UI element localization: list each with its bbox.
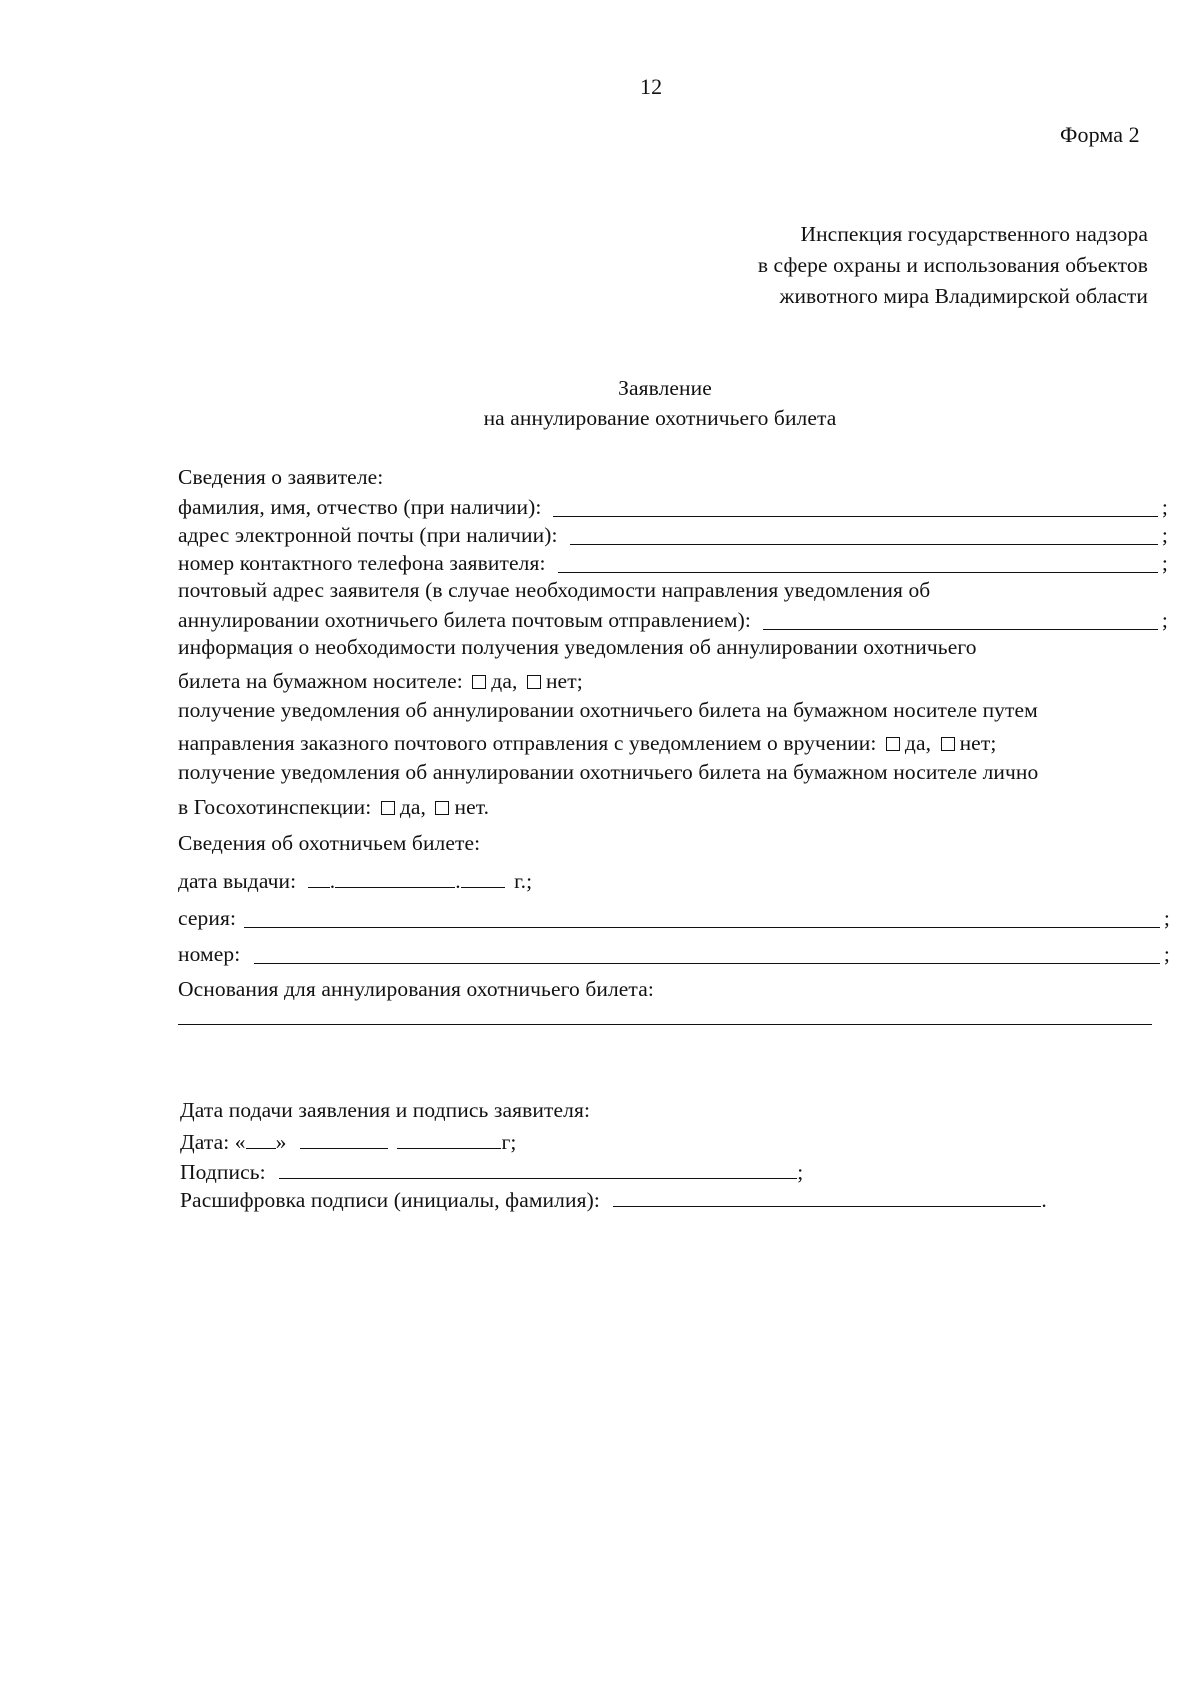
submit-day-field[interactable] xyxy=(246,1130,276,1149)
issue-day-field[interactable] xyxy=(308,869,330,888)
phone-label: номер контактного телефона заявителя: xyxy=(178,551,546,575)
document-subtitle: на аннулирование охотничьего билета xyxy=(483,406,837,430)
yes-label: да, xyxy=(399,795,426,819)
signature-row xyxy=(180,1160,803,1184)
person-no-checkbox[interactable] xyxy=(435,801,449,815)
quote-close: » xyxy=(275,1130,287,1154)
phone-field[interactable] xyxy=(558,571,1158,573)
issue-date-label: дата выдачи: xyxy=(178,869,297,893)
no-label: нет. xyxy=(454,795,490,819)
series-row xyxy=(178,906,1170,931)
number-field[interactable] xyxy=(254,962,1160,964)
yes-label: да, xyxy=(904,731,932,755)
postal-label-line1: почтовый адрес заявителя (в случае необходимости направления уведомления об xyxy=(178,578,931,602)
semicolon: ; xyxy=(797,1160,804,1184)
postal-row xyxy=(178,608,1168,633)
submit-date-label: Дата: « xyxy=(180,1130,246,1154)
phone-row xyxy=(178,551,1168,576)
postal-label-line2: аннулировании охотничьего билета почтовым отправлением): xyxy=(178,608,751,632)
grounds-field[interactable] xyxy=(178,1024,1152,1025)
form-label: Форма 2 xyxy=(1060,122,1140,147)
semicolon: ; xyxy=(1161,608,1168,632)
year-suffix: г.; xyxy=(514,869,533,893)
series-label: серия: xyxy=(178,906,237,930)
semicolon: ; xyxy=(1163,942,1170,966)
addressee-line: животного мира Владимирской области xyxy=(779,284,1148,308)
submit-month-field[interactable] xyxy=(300,1130,388,1149)
email-field[interactable] xyxy=(570,543,1158,545)
semicolon: ; xyxy=(1163,906,1170,930)
mail-no-checkbox[interactable] xyxy=(941,737,955,751)
period: . xyxy=(1041,1188,1047,1212)
mail-notice-line2 xyxy=(178,733,996,755)
paper-yes-checkbox[interactable] xyxy=(472,675,486,689)
mail-notice-label: направления заказного почтового отправления с уведомлением о вручении: xyxy=(178,731,877,755)
semicolon: ; xyxy=(1161,495,1168,519)
date-dot: . xyxy=(455,869,461,893)
fio-row xyxy=(178,495,1168,520)
addressee-block xyxy=(548,219,1148,312)
mail-notice-line1: получение уведомления об аннулировании охотничьего билета на бумажном носителе путем xyxy=(178,698,1038,722)
person-notice-line2 xyxy=(178,797,489,819)
paper-notice-line2 xyxy=(178,671,583,693)
document-title: Заявление xyxy=(618,376,712,400)
applicant-heading: Сведения о заявителе: xyxy=(178,465,384,489)
issue-month-field[interactable] xyxy=(335,869,455,888)
postal-field[interactable] xyxy=(763,628,1158,630)
mail-yes-checkbox[interactable] xyxy=(886,737,900,751)
year-suffix: г; xyxy=(501,1130,517,1154)
person-notice-label: в Госохотинспекции: xyxy=(178,795,372,819)
email-label: адрес электронной почты (при наличии): xyxy=(178,523,558,547)
semicolon: ; xyxy=(1161,523,1168,547)
semicolon: ; xyxy=(1161,551,1168,575)
signature-field[interactable] xyxy=(279,1160,797,1179)
person-yes-checkbox[interactable] xyxy=(381,801,395,815)
grounds-label: Основания для аннулирования охотничьего билета: xyxy=(178,977,654,1001)
issue-date-row xyxy=(178,869,532,893)
paper-notice-label: билета на бумажном носителе: xyxy=(178,669,463,693)
submit-date-row xyxy=(180,1130,516,1154)
series-field[interactable] xyxy=(244,926,1160,928)
fio-label: фамилия, имя, отчество (при наличии): xyxy=(178,495,542,519)
submit-year-field[interactable] xyxy=(397,1130,501,1149)
decode-row xyxy=(180,1188,1047,1212)
yes-label: да, xyxy=(491,669,518,693)
ticket-heading: Сведения об охотничьем билете: xyxy=(178,831,481,855)
decode-field[interactable] xyxy=(613,1188,1041,1207)
page-number: 12 xyxy=(640,74,663,99)
paper-no-checkbox[interactable] xyxy=(527,675,541,689)
addressee-line: Инспекция государственного надзора xyxy=(800,222,1148,246)
email-row xyxy=(178,523,1168,548)
issue-year-field[interactable] xyxy=(461,869,505,888)
person-notice-line1: получение уведомления об аннулировании охотничьего билета на бумажном носителе лично xyxy=(178,760,1039,784)
no-label: нет; xyxy=(959,731,997,755)
fio-field[interactable] xyxy=(553,515,1157,517)
addressee-line: в сфере охраны и использования объектов xyxy=(757,253,1148,277)
signature-label: Подпись: xyxy=(180,1160,266,1184)
decode-label: Расшифровка подписи (инициалы, фамилия): xyxy=(180,1188,600,1212)
no-label: нет; xyxy=(545,669,583,693)
number-label: номер: xyxy=(178,942,241,966)
signature-heading: Дата подачи заявления и подпись заявителя: xyxy=(180,1098,591,1122)
date-dot: . xyxy=(329,869,336,893)
number-row xyxy=(178,942,1170,967)
paper-notice-line1: информация о необходимости получения уведомления об аннулировании охотничьего xyxy=(178,635,977,659)
